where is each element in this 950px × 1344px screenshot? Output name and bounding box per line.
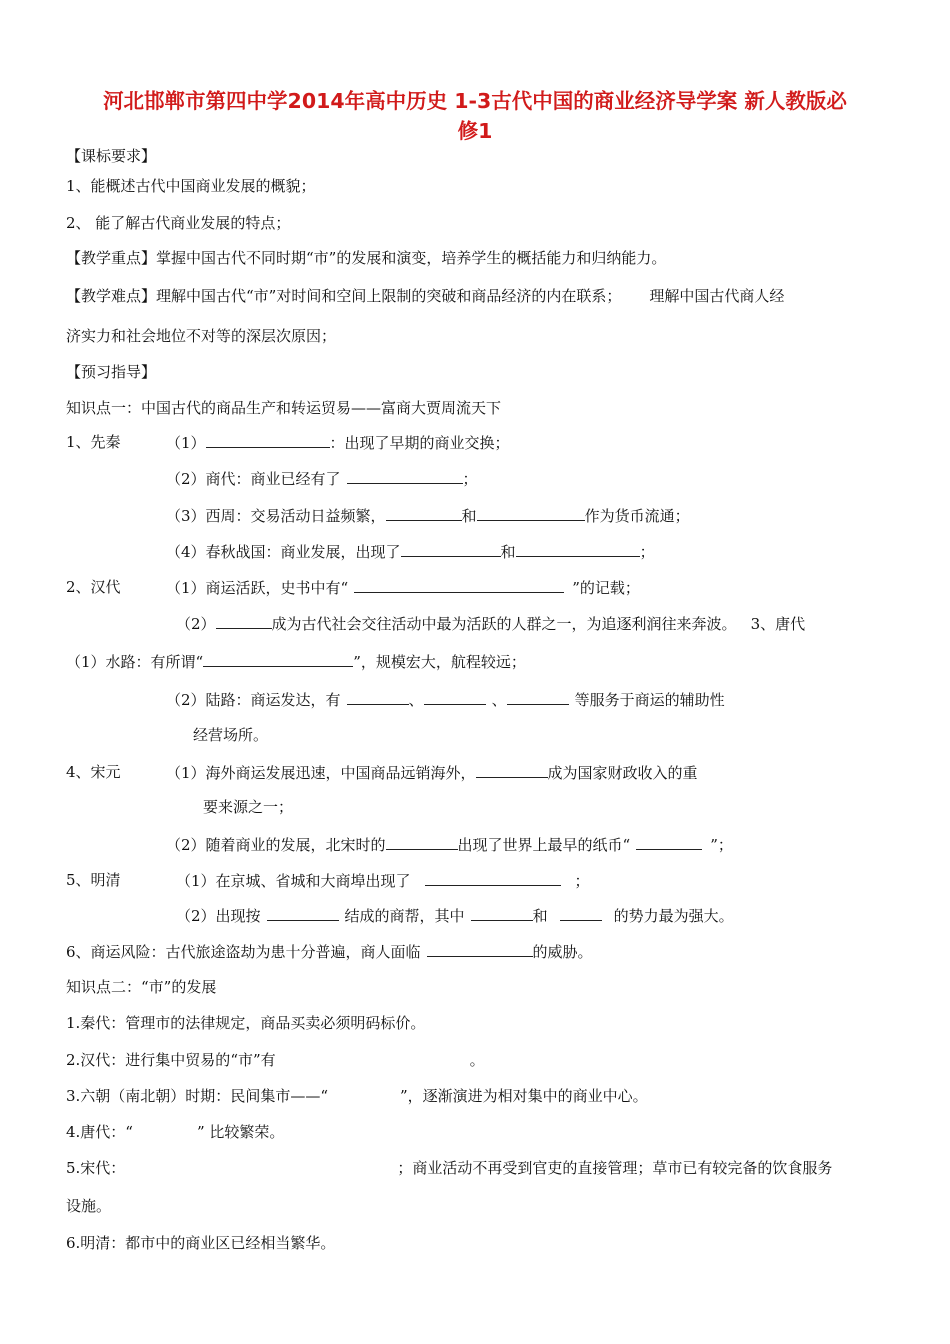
kebiao-item-1: 1、能概述古代中国商业发展的概貌； <box>66 177 316 195</box>
item-handai: 2、汉代 <box>66 578 121 596</box>
fill-blank[interactable] <box>424 689 486 705</box>
mingqing-line-2: （2）出现按 结成的商帮，其中 和 的势力最为强大。 <box>176 907 734 925</box>
fill-blank[interactable] <box>203 651 353 667</box>
fill-blank[interactable] <box>427 941 533 957</box>
item-fengxian: 6、商运风险：古代旅途盗劫为患十分普遍，商人面临 的威胁。 <box>66 943 593 961</box>
tangdai-line-1: （1）水路：有所谓“ ”，规模宏大，航程较远； <box>66 653 526 671</box>
fill-blank[interactable] <box>206 432 330 448</box>
xianqin-line-4: （4）春秋战国：商业发展，出现了 和 ； <box>166 543 655 561</box>
section-kebiao: 【课标要求】 <box>66 147 157 165</box>
kebiao-item-2: 2、 能了解古代商业发展的特点； <box>66 214 291 232</box>
focus-text: 掌握中国古代不同时期“市”的发展和演变，培养学生的概括能力和归纳能力。 <box>156 249 667 267</box>
songyuan-line-3: （2）随着商业的发展，北宋时的 出现了世界上最早的纸币“ ”； <box>166 836 733 854</box>
mingqing-line-1: （1）在京城、省城和大商埠出现了 ； <box>176 872 590 890</box>
teaching-focus <box>66 248 666 268</box>
title-line-2: 修1 <box>457 119 493 143</box>
fill-blank[interactable] <box>507 689 569 705</box>
knowledge-point-1: 知识点一：中国古代的商品生产和转运贸易——富商大贾周流天下 <box>66 399 502 417</box>
difficulty-text-3: 济实力和社会地位不对等的深层次原因； <box>66 327 337 345</box>
fill-blank[interactable] <box>347 468 463 484</box>
songyuan-line-1: （1）海外商运发展迅速，中国商品远销海外， 成为国家财政收入的重 <box>166 764 698 782</box>
document-title <box>60 86 890 146</box>
fill-blank[interactable] <box>476 762 548 778</box>
difficulty-text-1: 理解中国古代“市”对时间和空间上限制的突破和商品经济的内在联系； <box>156 287 622 305</box>
item-mingqing: 5、明清 <box>66 871 121 889</box>
difficulty-text-2: 理解中国古代商人经 <box>649 287 785 305</box>
knowledge-point-2: 知识点二：“市”的发展 <box>66 978 217 996</box>
fill-blank[interactable] <box>267 905 339 921</box>
kp2-line-5: 5.宋代： ；商业活动不再受到官吏的直接管理；草市已有较完备的饮食服务 <box>66 1159 833 1177</box>
kp2-line-4: 4.唐代：“ ” 比较繁荣。 <box>66 1123 285 1141</box>
kp2-line-5-cont: 设施。 <box>66 1197 112 1215</box>
xianqin-line-2: （2）商代：商业已经有了 ； <box>166 470 478 488</box>
item-songyuan: 4、宋元 <box>66 763 121 781</box>
kp2-line-1: 1.秦代：管理市的法律规定，商品买卖必须明码标价。 <box>66 1014 426 1032</box>
handai-line-1: （1）商运活跃，史书中有“ ”的记载； <box>166 579 640 597</box>
fill-blank[interactable] <box>347 689 409 705</box>
fill-blank[interactable] <box>477 505 585 521</box>
kp2-line-3: 3.六朝（南北朝）时期：民间集市——“ ”，逐渐演进为相对集中的商业中心。 <box>66 1087 648 1105</box>
fill-blank[interactable] <box>471 905 533 921</box>
tangdai-line-2: （2）陆路：商运发达，有 、 、 等服务于商运的辅助性 <box>166 691 725 709</box>
fill-blank[interactable] <box>425 870 561 886</box>
item-xianqin: 1、先秦 <box>66 433 121 451</box>
kp2-line-6: 6.明清：都市中的商业区已经相当繁华。 <box>66 1234 336 1252</box>
focus-heading: 【教学重点】 <box>66 249 157 267</box>
section-yuxi: 【预习指导】 <box>66 363 157 381</box>
xianqin-line-3: （3）西周：交易活动日益频繁， 和 作为货币流通； <box>166 507 690 525</box>
fill-blank[interactable] <box>386 834 458 850</box>
fill-blank[interactable] <box>216 613 272 629</box>
difficulty-heading: 【教学难点】 <box>66 287 157 305</box>
fill-blank[interactable] <box>401 541 501 557</box>
kp2-line-2: 2.汉代：进行集中贸易的“市”有 。 <box>66 1051 485 1069</box>
teaching-difficulty <box>66 286 784 306</box>
handai-line-2: （2） 成为古代社会交往活动中最为活跃的人群之一，为追逐利润往来奔波。 3、唐代 <box>176 615 806 633</box>
fill-blank[interactable] <box>636 834 702 850</box>
fill-blank[interactable] <box>516 541 640 557</box>
fill-blank[interactable] <box>386 505 462 521</box>
songyuan-line-2: 要来源之一； <box>203 798 294 816</box>
xianqin-line-1: （1） ：出现了早期的商业交换； <box>166 434 510 452</box>
fill-blank[interactable] <box>354 577 564 593</box>
tangdai-line-3: 经营场所。 <box>193 726 269 744</box>
item-tangdai: 3、唐代 <box>750 615 806 633</box>
title-line-1: 河北邯郸市第四中学2014年高中历史 1-3古代中国的商业经济导学案 新人教版必 <box>103 89 847 113</box>
fill-blank[interactable] <box>560 905 602 921</box>
